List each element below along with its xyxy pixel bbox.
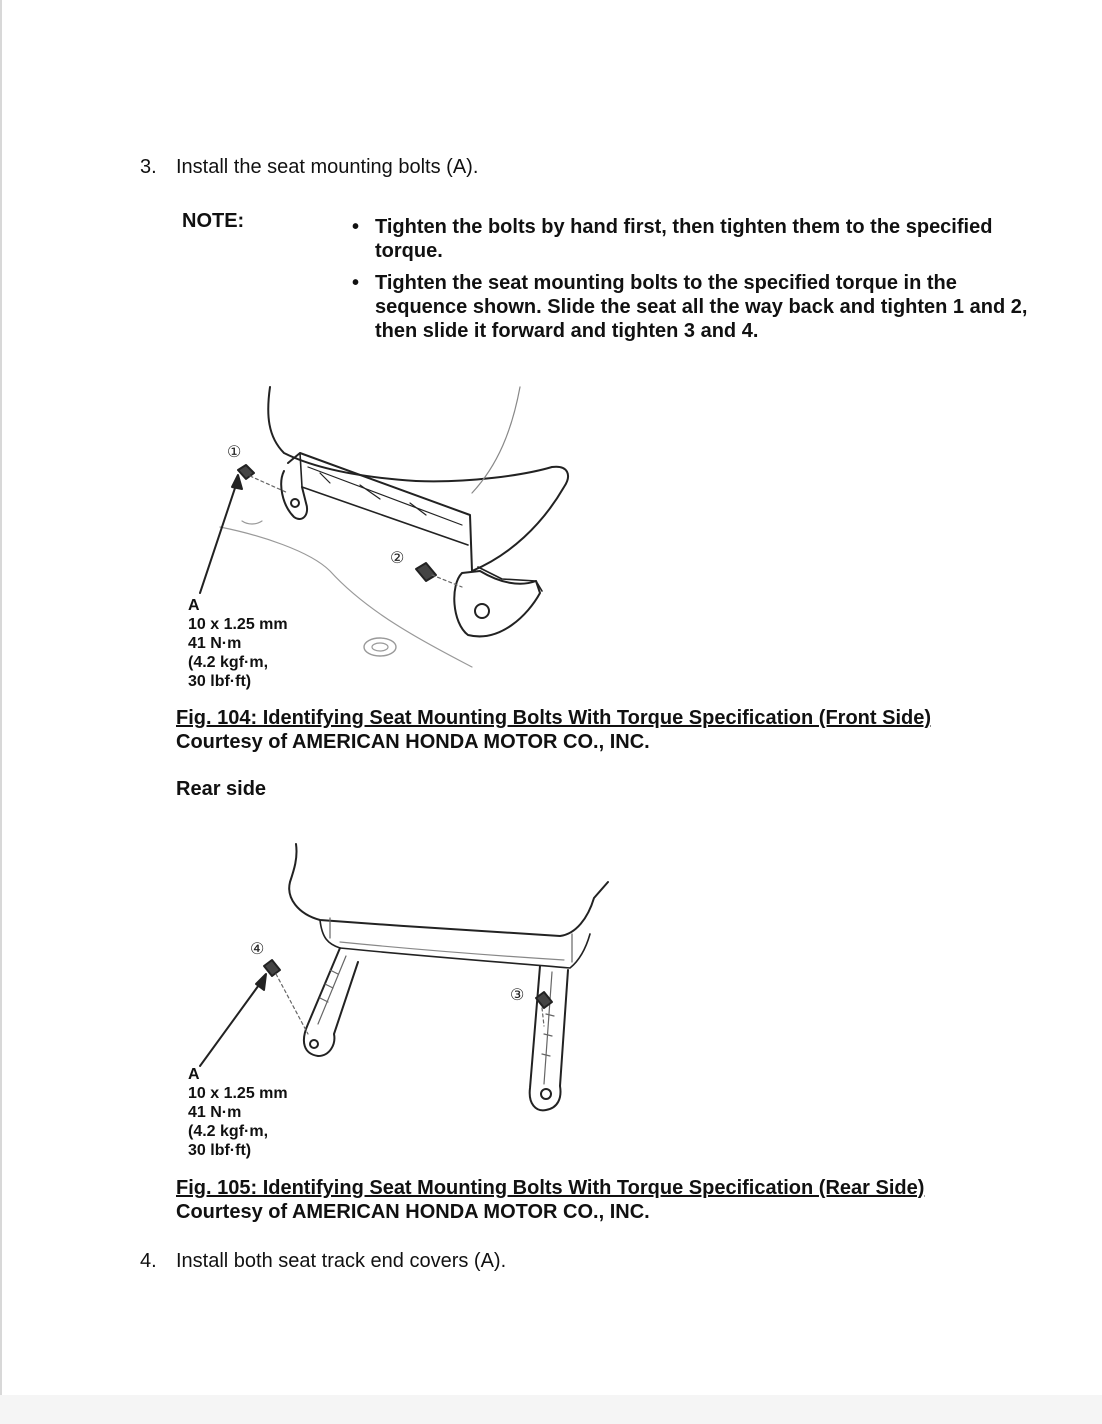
callout-1: ① [227,444,242,461]
note-label: NOTE: [182,210,245,232]
step-number: 3. [140,156,157,178]
spec-line: 30 lbf·ft) [188,1142,252,1159]
callout-2: ② [390,550,405,567]
note-item-text: Tighten the bolts by hand first, then tighten them to the specified torque. [375,216,993,262]
spec-line: 41 N·m [188,1104,242,1121]
step-text: Install both seat track end covers (A). [176,1250,507,1272]
spec-line: 10 x 1.25 mm [188,616,288,633]
bolt-spec-front [188,596,288,691]
rear-side-heading: Rear side [176,778,267,800]
spec-line: A [188,597,200,614]
step-number: 4. [140,1250,157,1272]
figure-title: Fig. 105: Identifying Seat Mounting Bolts With Torque Specification (Rear Side) [176,1177,925,1199]
page-bottom-shade [0,1395,1102,1424]
figure-105-caption [176,1176,924,1224]
page-edge [0,0,2,1424]
spec-line: 10 x 1.25 mm [188,1085,288,1102]
step-3 [140,156,478,179]
note-list [352,215,1052,351]
bullet-icon: • [352,272,360,294]
bolt-spec-rear [188,1065,288,1160]
step-text: Install the seat mounting bolts (A). [176,156,479,178]
spec-line: (4.2 kgf·m, [188,1123,269,1140]
note-item [352,215,1052,263]
callout-4: ④ [250,941,265,958]
note-item [352,271,1052,343]
spec-line: 41 N·m [188,635,242,652]
callout-3: ③ [510,987,525,1004]
figure-courtesy: Courtesy of AMERICAN HONDA MOTOR CO., INC. [176,1201,650,1223]
spec-line: (4.2 kgf·m, [188,654,269,671]
spec-line: A [188,1066,200,1083]
bullet-icon: • [352,216,360,238]
figure-title: Fig. 104: Identifying Seat Mounting Bolts With Torque Specification (Front Side) [176,707,931,729]
spec-line: 30 lbf·ft) [188,673,252,690]
note-item-text: Tighten the seat mounting bolts to the specified torque in the sequence shown. Slide the seat all the way back and tighten 1 and 2, then slide it forward and tighten 3 and 4. [375,272,1028,342]
figure-104-caption [176,706,931,754]
step-4 [140,1250,506,1273]
figure-courtesy: Courtesy of AMERICAN HONDA MOTOR CO., INC. [176,731,650,753]
